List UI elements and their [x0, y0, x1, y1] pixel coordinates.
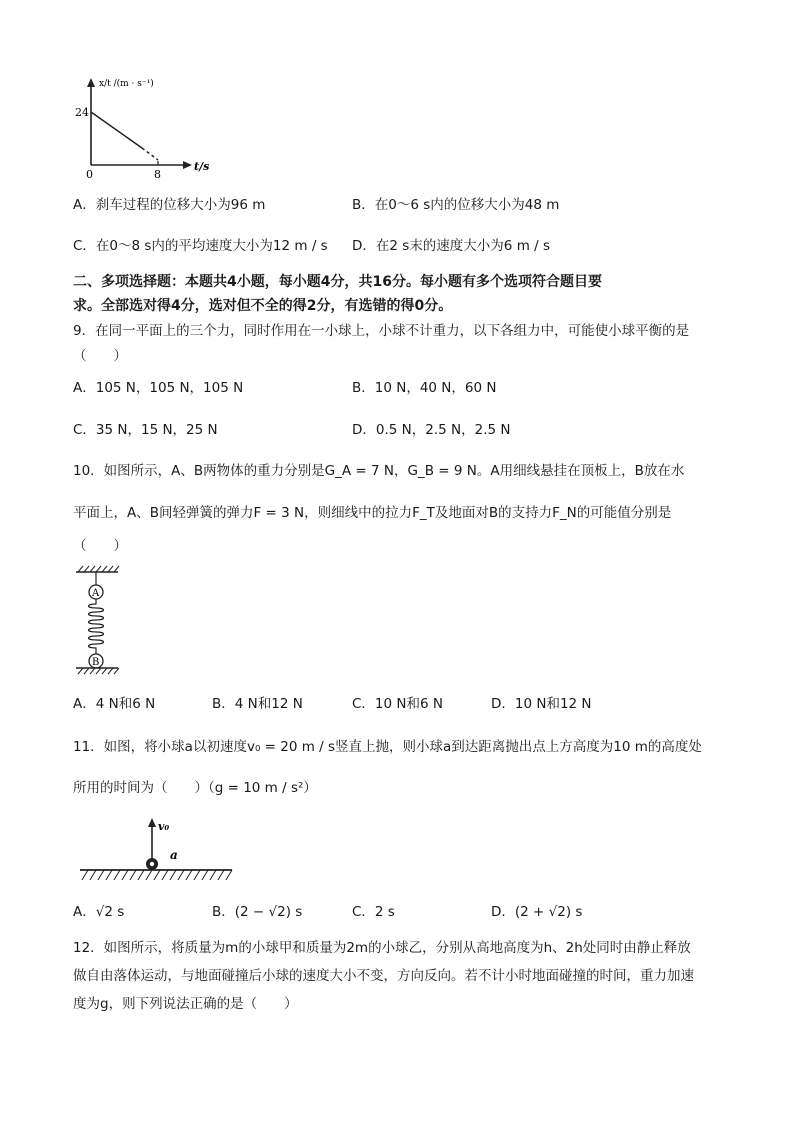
y-axis-label: x/t /(m · s⁻¹)	[99, 79, 154, 89]
q8-option-a: A．刹车过程的位移大小为96 m	[73, 197, 266, 213]
q9-option-a: A．105 N，105 N，105 N	[73, 380, 244, 396]
q11-option-b: B．(2 − √2) s	[212, 904, 303, 920]
q10-stem-line1: 10．如图所示，A、B两物体的重力分别是G_A = 7 N，G_B = 9 N。A用细线悬挂在顶板上，B放在水	[73, 463, 685, 479]
origin-label: 0	[86, 168, 93, 180]
ball-a-label: a	[170, 848, 178, 862]
ground-hatch	[80, 870, 232, 880]
q10-stem-line2: 平面上，A、B间轻弹簧的弹力F = 3 N，则细线中的拉力F_T及地面对B的支持力F_N的可能值分别是	[73, 505, 672, 521]
q10-spring-figure	[70, 562, 125, 677]
section-2-heading-line1: 二、多项选择题：本题共4小题，每小题4分，共16分。每小题有多个选项符合题目要	[73, 274, 602, 290]
q10-option-a: A．4 N和6 N	[73, 696, 156, 712]
q8-option-d: D．在2 s末的速度大小为6 m / s	[352, 238, 551, 254]
q12-stem-line3: 度为g，则下列说法正确的是（ ）	[73, 996, 298, 1012]
q10-option-b: B．4 N和12 N	[212, 696, 303, 712]
q12-stem-line1: 12．如图所示，将质量为m的小球甲和质量为2m的小球乙，分别从高地高度为h、2h处同时由静止释放	[73, 940, 691, 956]
q8-option-c: C．在0～8 s内的平均速度大小为12 m / s	[73, 238, 328, 254]
x-axis-label: t/s	[194, 160, 210, 173]
section-2-heading-line2: 求。全部选对得4分，选对但不全的得2分，有选错的得0分。	[73, 298, 453, 314]
q12-stem-line2: 做自由落体运动，与地面碰撞后小球的速度大小不变，方向反向。若不计小时地面碰撞的时间，重力加速	[73, 968, 694, 984]
q11-option-d: D．(2 + √2) s	[491, 904, 583, 920]
data-line-dashed	[142, 148, 158, 160]
q11-option-c: C．2 s	[352, 904, 395, 920]
velocity-arrowhead	[148, 818, 156, 827]
q11-option-a: A．√2 s	[73, 904, 125, 920]
q9-answer-paren: （ ）	[73, 348, 127, 364]
ceiling-hatch	[76, 566, 119, 572]
block-b-label: B	[92, 657, 100, 668]
x-tick-8-label: 8	[154, 168, 161, 180]
q9-option-c: C．35 N，15 N，25 N	[73, 422, 218, 438]
ground-hatch	[76, 668, 119, 674]
q9-option-d: D．0.5 N，2.5 N，2.5 N	[352, 422, 511, 438]
x-axis-arrow	[183, 161, 192, 169]
spring	[89, 599, 104, 654]
data-line-solid	[91, 112, 142, 148]
y-axis-arrow	[87, 78, 95, 87]
y-tick-24: 24	[75, 106, 89, 119]
q10-option-d: D．10 N和12 N	[491, 696, 592, 712]
q10-option-c: C．10 N和6 N	[352, 696, 443, 712]
q9-stem: 9．在同一平面上的三个力，同时作用在一小球上，小球不计重力，以下各组力中，可能使小球平衡的是	[73, 323, 690, 339]
q8-option-b: B．在0～6 s内的位移大小为48 m	[352, 197, 560, 213]
v0-label: v₀	[158, 820, 170, 833]
q11-stem-line1: 11．如图，将小球a以初速度v₀ = 20 m / s竖直上抛，则小球a到达距离抛出点上方高度为10 m的高度处	[73, 739, 702, 755]
q8-xt-graph	[70, 70, 230, 180]
q10-answer-paren: （ ）	[73, 538, 127, 554]
q11-stem-line2: 所用的时间为（ ）（g = 10 m / s²）	[73, 780, 317, 796]
q11-ball-figure	[76, 812, 236, 884]
block-a-label: A	[92, 588, 100, 599]
q9-option-b: B．10 N，40 N，60 N	[352, 380, 497, 396]
